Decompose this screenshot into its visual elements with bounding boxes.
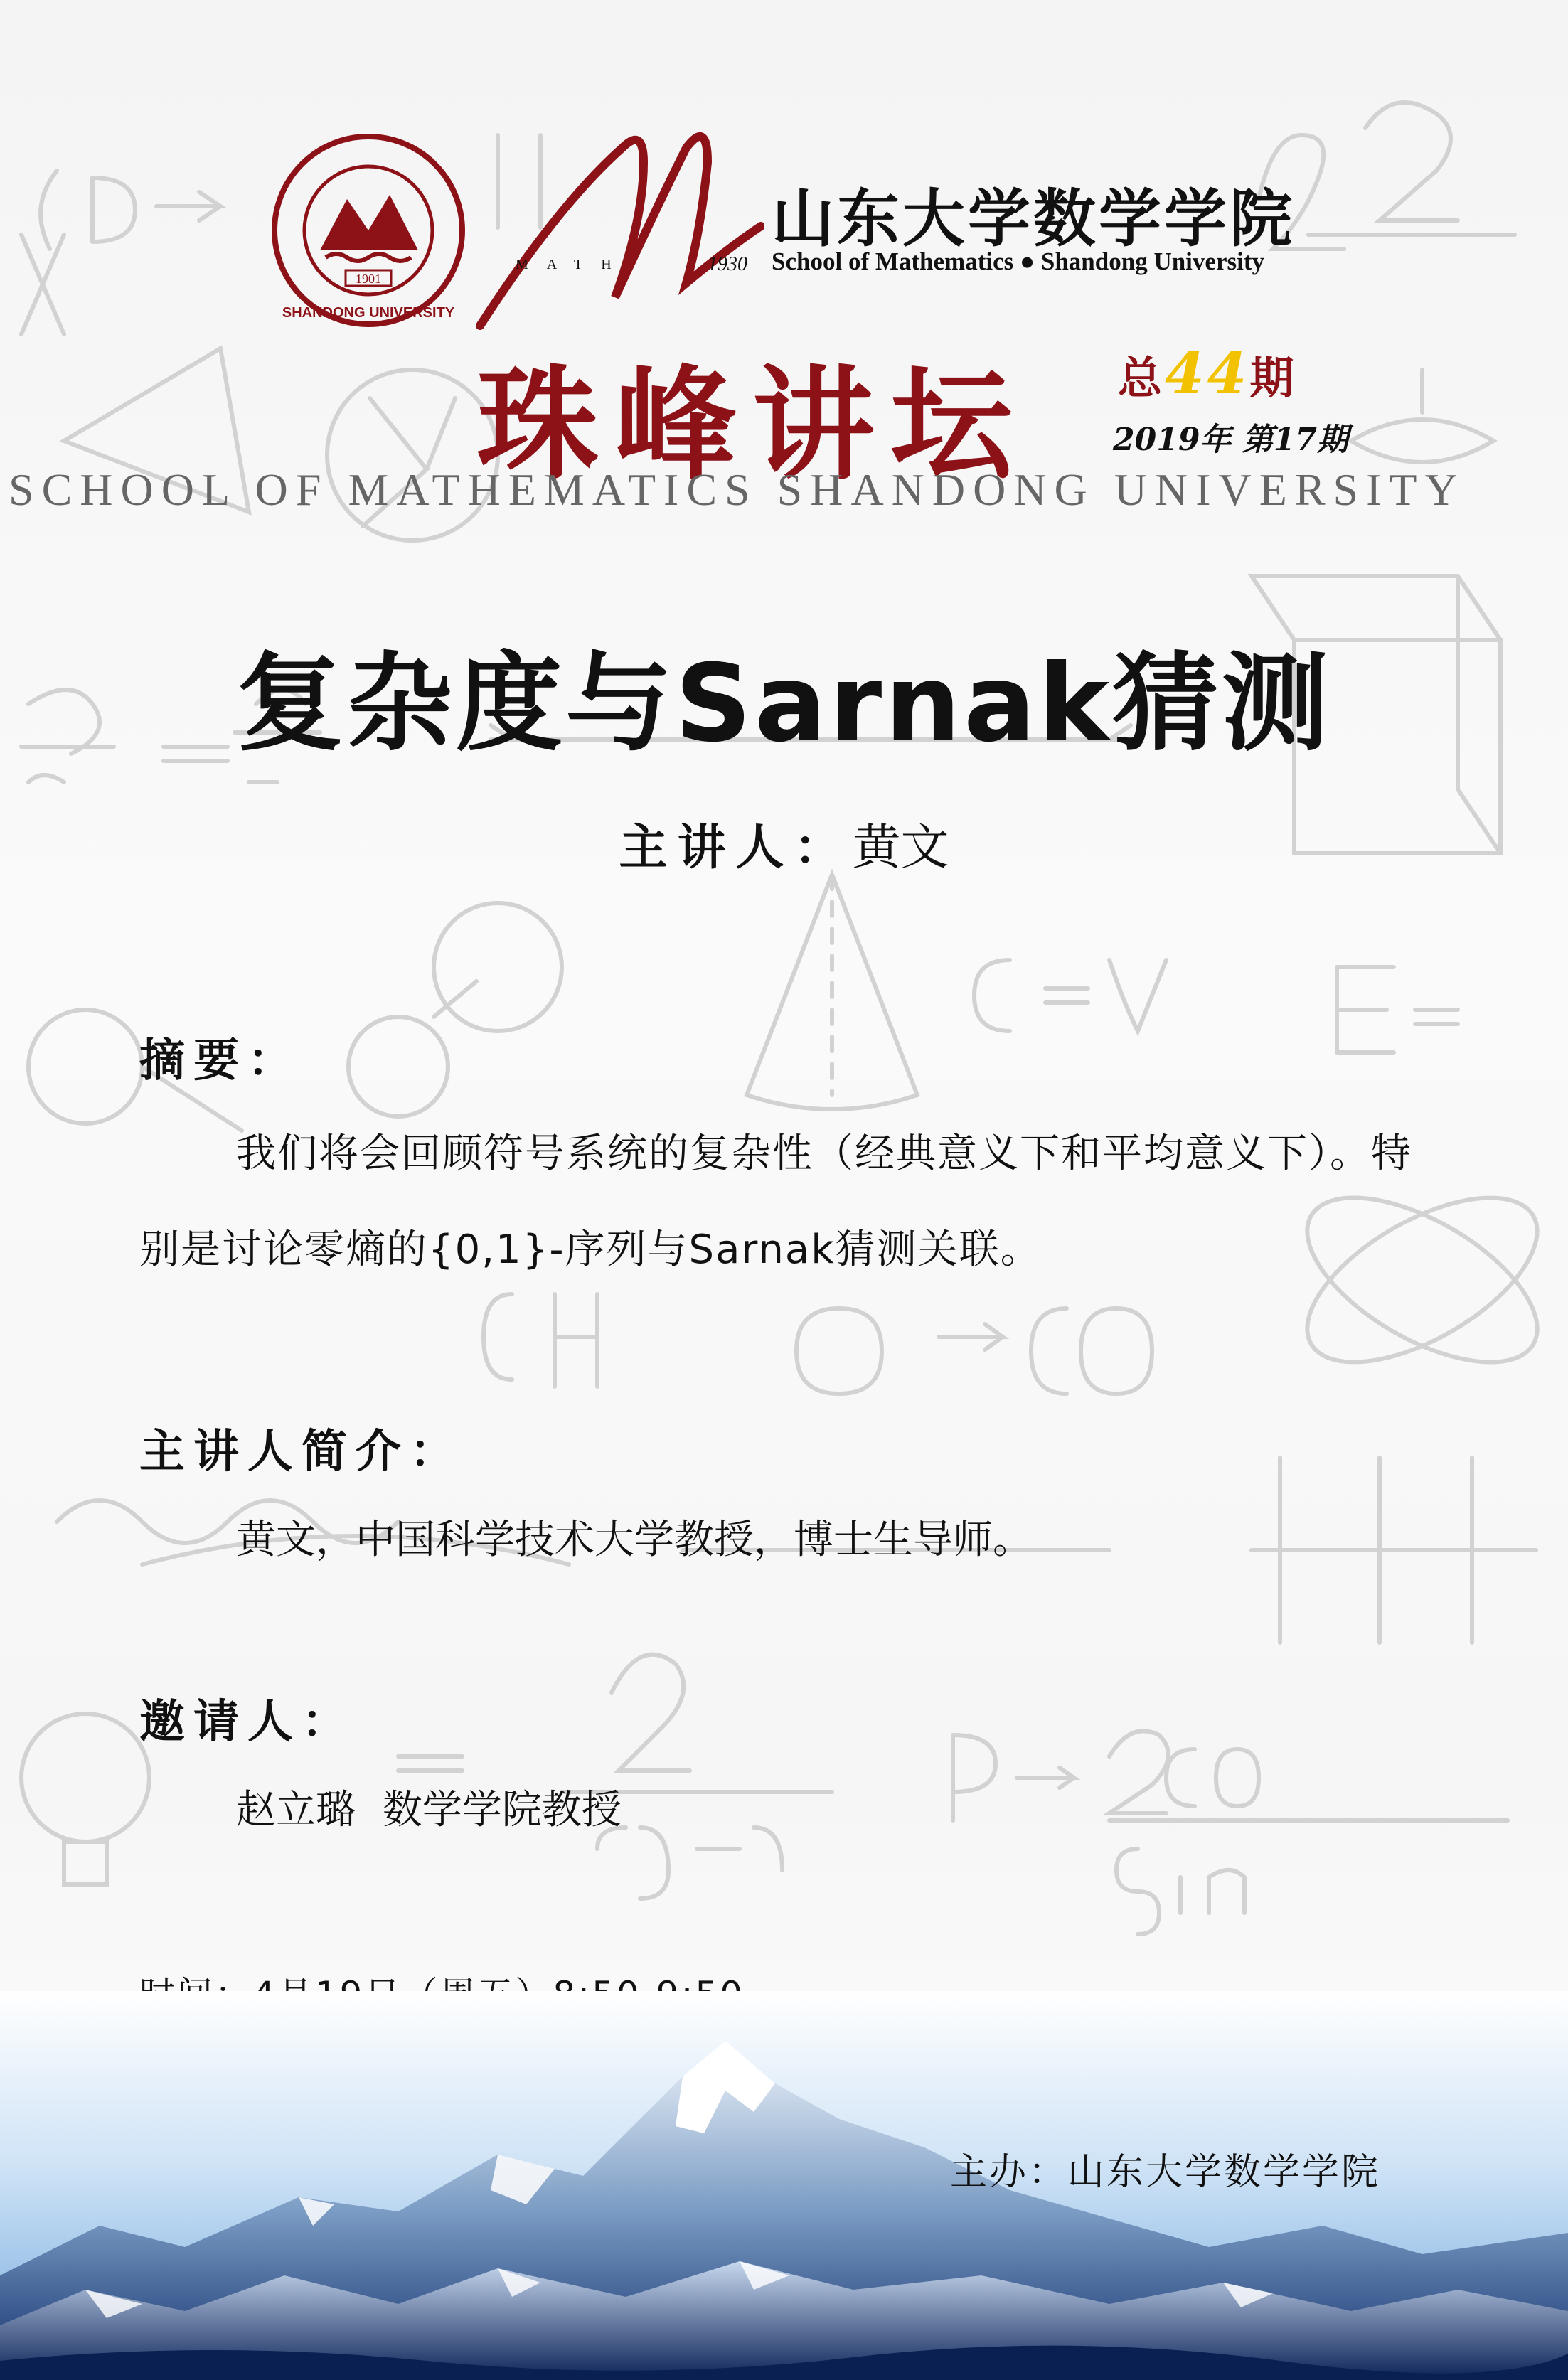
- abstract-heading: 摘要：: [139, 1034, 302, 1087]
- speaker-label: 主讲人：: [619, 819, 853, 876]
- svg-text:1901: 1901: [356, 272, 381, 286]
- issue-prefix: 总: [1118, 352, 1166, 404]
- inviter-text: 赵立璐 数学学院教授: [236, 1787, 622, 1833]
- school-name-en: School of Mathematics ● Shandong University: [772, 247, 1264, 275]
- forum-title: 珠峰讲坛: [476, 352, 1028, 496]
- abstract-text: 我们将会回顾符号系统的复杂性（经典意义下和平均意义下）。特别是讨论零熵的{0,1}-序列与Sarnak猜测关联。: [139, 1131, 1412, 1273]
- issue-suffix: 期: [1249, 352, 1297, 404]
- organizer: 主办：山东大学数学学院: [950, 2151, 1381, 2194]
- issue-number: 44: [1165, 340, 1250, 407]
- school-name-cn: 山东大学数学学院: [772, 181, 1296, 255]
- svg-text:SHANDONG UNIVERSITY: SHANDONG UNIVERSITY: [282, 305, 455, 321]
- speaker-line: [0, 809, 1568, 878]
- inviter-heading: 邀请人：: [139, 1695, 356, 1749]
- talk-title: 复杂度与Sarnak猜测: [237, 642, 1331, 766]
- svg-text:1930: 1930: [708, 253, 747, 275]
- issue-date: 2019年 第17期: [1113, 422, 1349, 458]
- math-1930-logo: [473, 119, 764, 333]
- svg-text:MATH: MATH: [516, 257, 630, 272]
- watermark-text: SCHOOL OF MATHEMATICS SHANDONG UNIVERSITY: [9, 464, 1466, 515]
- university-seal: [269, 131, 468, 330]
- issue-badge: [1118, 340, 1296, 407]
- speaker-name: 黄文: [852, 820, 949, 876]
- bio-heading: 主讲人简介：: [139, 1425, 464, 1478]
- bio-text: 黄文，中国科学技术大学教授，博士生导师。: [236, 1517, 1033, 1563]
